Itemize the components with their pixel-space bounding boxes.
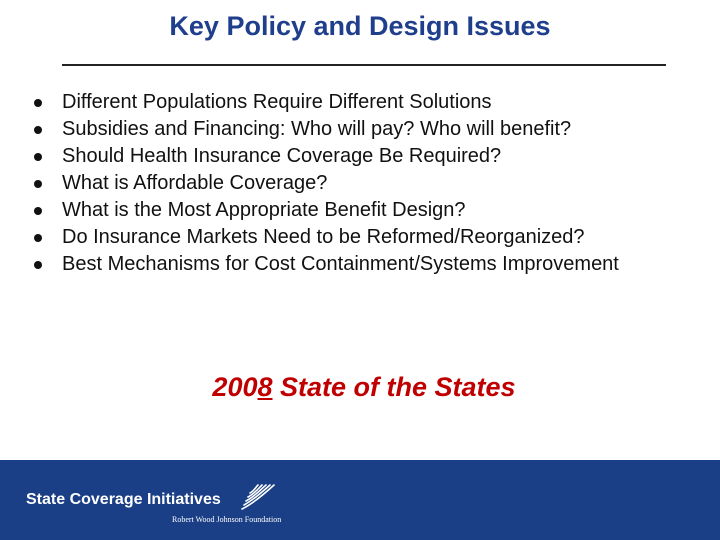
bullet-dot-icon — [34, 207, 42, 215]
foundation-name: Robert Wood Johnson Foundation — [172, 515, 282, 524]
bullet-item — [34, 143, 704, 170]
bullet-dot-icon — [34, 153, 42, 161]
bullet-dot-icon — [34, 180, 42, 188]
bullet-dot-icon — [34, 126, 42, 134]
bullet-dot-icon — [34, 234, 42, 242]
bullet-text: Best Mechanisms for Cost Containment/Systems Improvement — [62, 253, 619, 275]
program-name: State Coverage Initiatives — [26, 491, 221, 508]
bullet-dot-icon — [34, 99, 42, 107]
subtitle-year-underlined-digit: 8 — [257, 372, 273, 402]
page-title: Key Policy and Design Issues — [169, 11, 551, 41]
bullet-dot-icon — [34, 261, 42, 269]
footer-band — [0, 460, 720, 540]
bullet-item — [34, 170, 704, 197]
bullet-text: What is the Most Appropriate Benefit Design? — [62, 199, 466, 221]
subtitle-year-prefix: 200 — [212, 372, 258, 402]
bullet-item — [34, 116, 704, 143]
bullet-item — [34, 197, 704, 224]
bullet-item — [34, 89, 704, 116]
bullet-text: What is Affordable Coverage? — [62, 172, 328, 194]
bullet-text: Should Health Insurance Coverage Be Required? — [62, 145, 502, 167]
subtitle-text: State of the States — [272, 372, 516, 402]
bullet-text: Do Insurance Markets Need to be Reformed/Reorganized? — [62, 226, 585, 248]
bullet-text: Different Populations Require Different Solutions — [62, 91, 492, 113]
bullet-item — [34, 251, 704, 278]
report-subtitle — [0, 370, 720, 404]
title-divider — [62, 64, 666, 66]
bullet-item — [34, 224, 704, 251]
bullet-text: Subsidies and Financing: Who will pay? Who will benefit? — [62, 118, 572, 140]
rwjf-eagle-logo-icon — [236, 482, 278, 512]
bullet-list — [34, 89, 704, 278]
